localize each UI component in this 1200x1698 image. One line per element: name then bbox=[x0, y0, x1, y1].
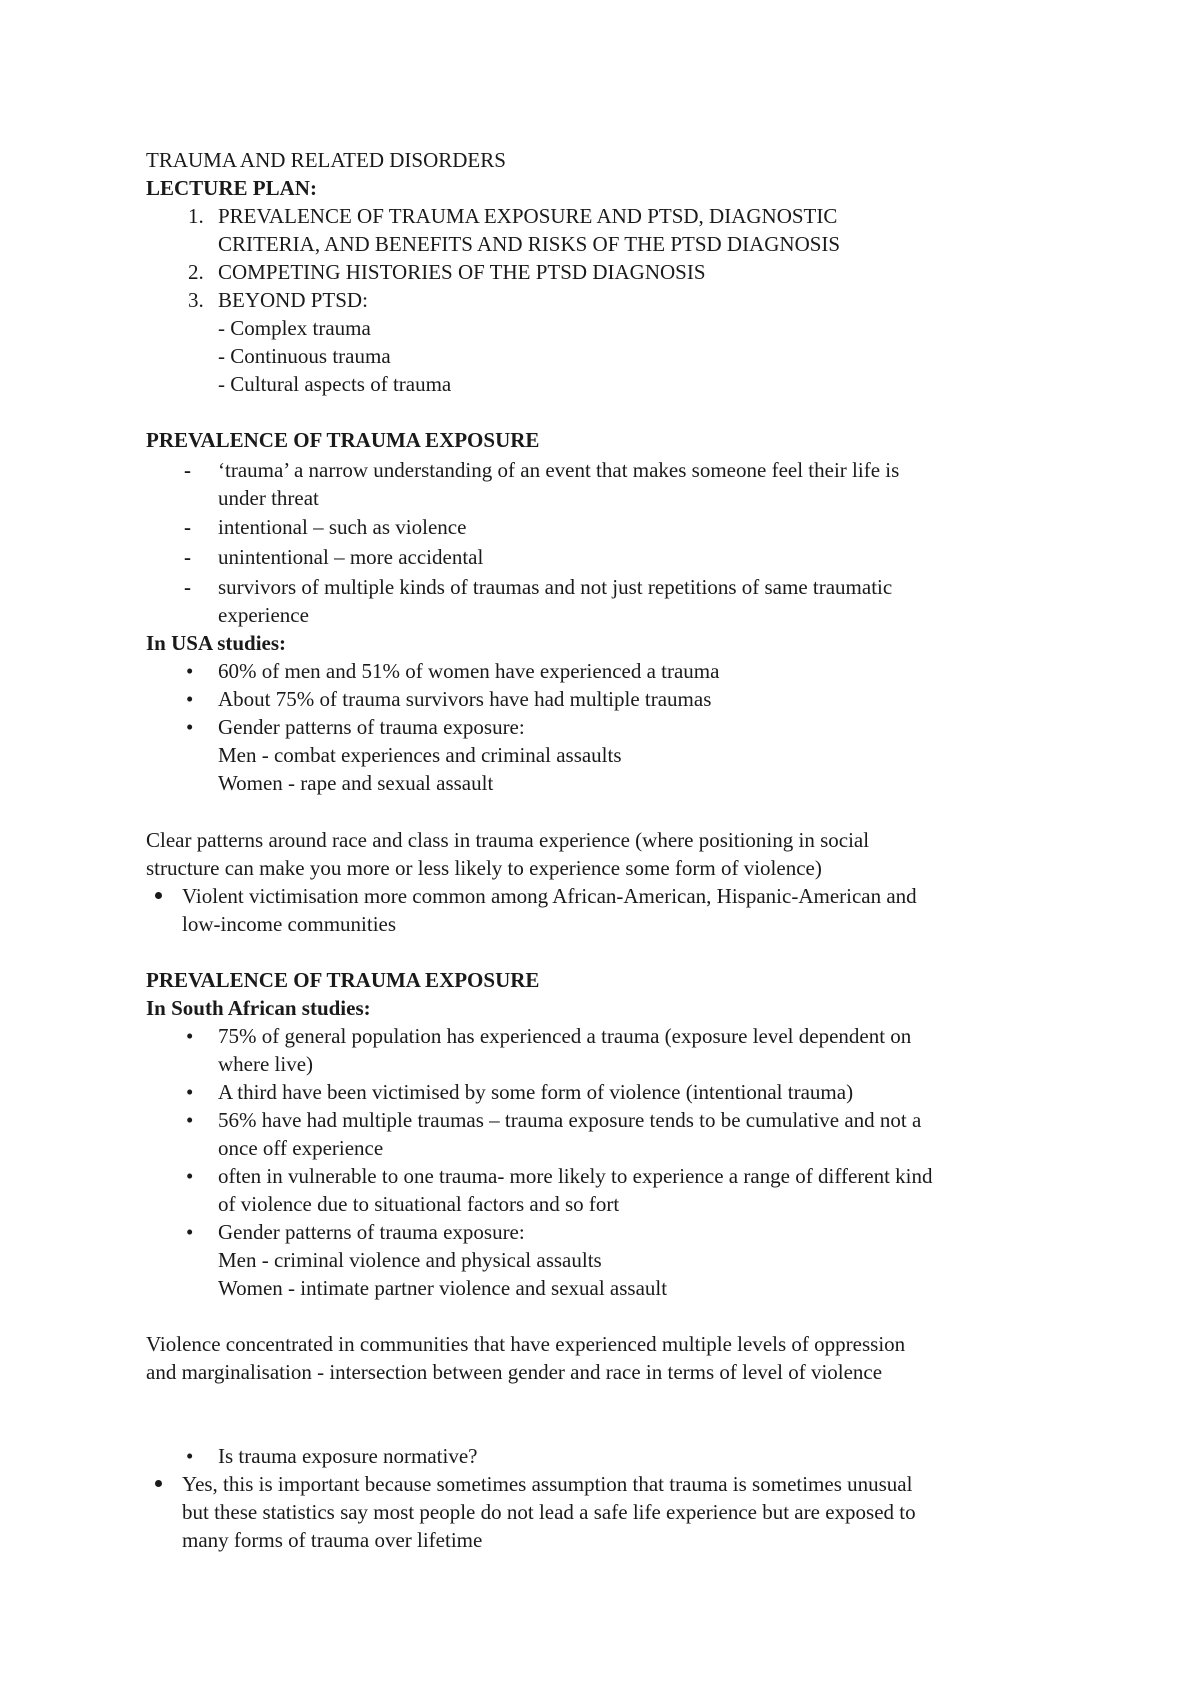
list-item: BEYOND PTSD: bbox=[218, 288, 368, 312]
list-item: where live) bbox=[218, 1052, 314, 1076]
list-item: CRITERIA, AND BENEFITS AND RISKS OF THE PTSD DIAGNOSIS bbox=[218, 232, 841, 256]
bullet-marker: • bbox=[186, 1164, 194, 1188]
subheading-usa: In USA studies: bbox=[146, 631, 287, 655]
bullet-marker: • bbox=[186, 1220, 194, 1244]
list-item: intentional – such as violence bbox=[218, 515, 467, 539]
bullet-dot bbox=[155, 1480, 162, 1487]
list-item: survivors of multiple kinds of traumas and not just repetitions of same traumatic bbox=[218, 575, 893, 599]
list-number: 1. bbox=[188, 204, 204, 228]
paragraph: Violence concentrated in communities that have experienced multiple levels of oppression bbox=[146, 1332, 906, 1356]
list-item: low-income communities bbox=[182, 912, 397, 936]
list-item: Violent victimisation more common among African-American, Hispanic-American and bbox=[182, 884, 917, 908]
sub-item: - Cultural aspects of trauma bbox=[218, 372, 452, 396]
list-number: 3. bbox=[188, 288, 204, 312]
list-item: under threat bbox=[218, 486, 319, 510]
list-item: Women - rape and sexual assault bbox=[218, 771, 494, 795]
list-item: A third have been victimised by some form of violence (intentional trauma) bbox=[218, 1080, 854, 1104]
list-item: many forms of trauma over lifetime bbox=[182, 1528, 483, 1552]
dash-marker: - bbox=[184, 575, 191, 599]
list-item: 60% of men and 51% of women have experienced a trauma bbox=[218, 659, 720, 683]
bullet-marker: • bbox=[186, 1080, 194, 1104]
bullet-marker: • bbox=[186, 1024, 194, 1048]
lecture-plan-heading: LECTURE PLAN: bbox=[146, 176, 317, 200]
sub-item: - Complex trauma bbox=[218, 316, 371, 340]
list-item: 75% of general population has experienced a trauma (exposure level dependent on bbox=[218, 1024, 912, 1048]
list-item: About 75% of trauma survivors have had multiple traumas bbox=[218, 687, 712, 711]
list-item: Yes, this is important because sometimes assumption that trauma is sometimes unusual bbox=[182, 1472, 913, 1496]
list-item: experience bbox=[218, 603, 309, 627]
bullet-marker: • bbox=[186, 687, 194, 711]
list-item: Men - criminal violence and physical assaults bbox=[218, 1248, 602, 1272]
sub-item: - Continuous trauma bbox=[218, 344, 391, 368]
dash-marker: - bbox=[184, 458, 191, 482]
dash-marker: - bbox=[184, 515, 191, 539]
list-item: Women - intimate partner violence and sexual assault bbox=[218, 1276, 668, 1300]
subheading-south-africa: In South African studies: bbox=[146, 996, 371, 1020]
list-item: Gender patterns of trauma exposure: bbox=[218, 715, 525, 739]
list-item: of violence due to situational factors and so fort bbox=[218, 1192, 620, 1216]
list-item: Gender patterns of trauma exposure: bbox=[218, 1220, 525, 1244]
paragraph: structure can make you more or less likely to experience some form of violence) bbox=[146, 856, 822, 880]
paragraph: and marginalisation - intersection between gender and race in terms of level of violence bbox=[146, 1360, 883, 1384]
list-item: unintentional – more accidental bbox=[218, 545, 484, 569]
list-item: 56% have had multiple traumas – trauma exposure tends to be cumulative and not a bbox=[218, 1108, 922, 1132]
bullet-marker: • bbox=[186, 659, 194, 683]
bullet-marker: • bbox=[186, 715, 194, 739]
list-item: once off experience bbox=[218, 1136, 384, 1160]
list-number: 2. bbox=[188, 260, 204, 284]
paragraph: Clear patterns around race and class in trauma experience (where positioning in social bbox=[146, 828, 870, 852]
list-item: PREVALENCE OF TRAUMA EXPOSURE AND PTSD, DIAGNOSTIC bbox=[218, 204, 838, 228]
list-item: COMPETING HISTORIES OF THE PTSD DIAGNOSIS bbox=[218, 260, 706, 284]
section-heading: PREVALENCE OF TRAUMA EXPOSURE bbox=[146, 428, 540, 452]
document-title: TRAUMA AND RELATED DISORDERS bbox=[146, 148, 506, 172]
bullet-dot bbox=[155, 892, 162, 899]
bullet-marker: • bbox=[186, 1444, 194, 1468]
bullet-marker: • bbox=[186, 1108, 194, 1132]
dash-marker: - bbox=[184, 545, 191, 569]
list-item: often in vulnerable to one trauma- more likely to experience a range of different kind bbox=[218, 1164, 933, 1188]
list-item: but these statistics say most people do not lead a safe life experience but are exposed to bbox=[182, 1500, 916, 1524]
list-item: ‘trauma’ a narrow understanding of an event that makes someone feel their life is bbox=[218, 458, 900, 482]
list-item: Men - combat experiences and criminal assaults bbox=[218, 743, 622, 767]
question-item: Is trauma exposure normative? bbox=[218, 1444, 478, 1468]
section-heading: PREVALENCE OF TRAUMA EXPOSURE bbox=[146, 968, 540, 992]
